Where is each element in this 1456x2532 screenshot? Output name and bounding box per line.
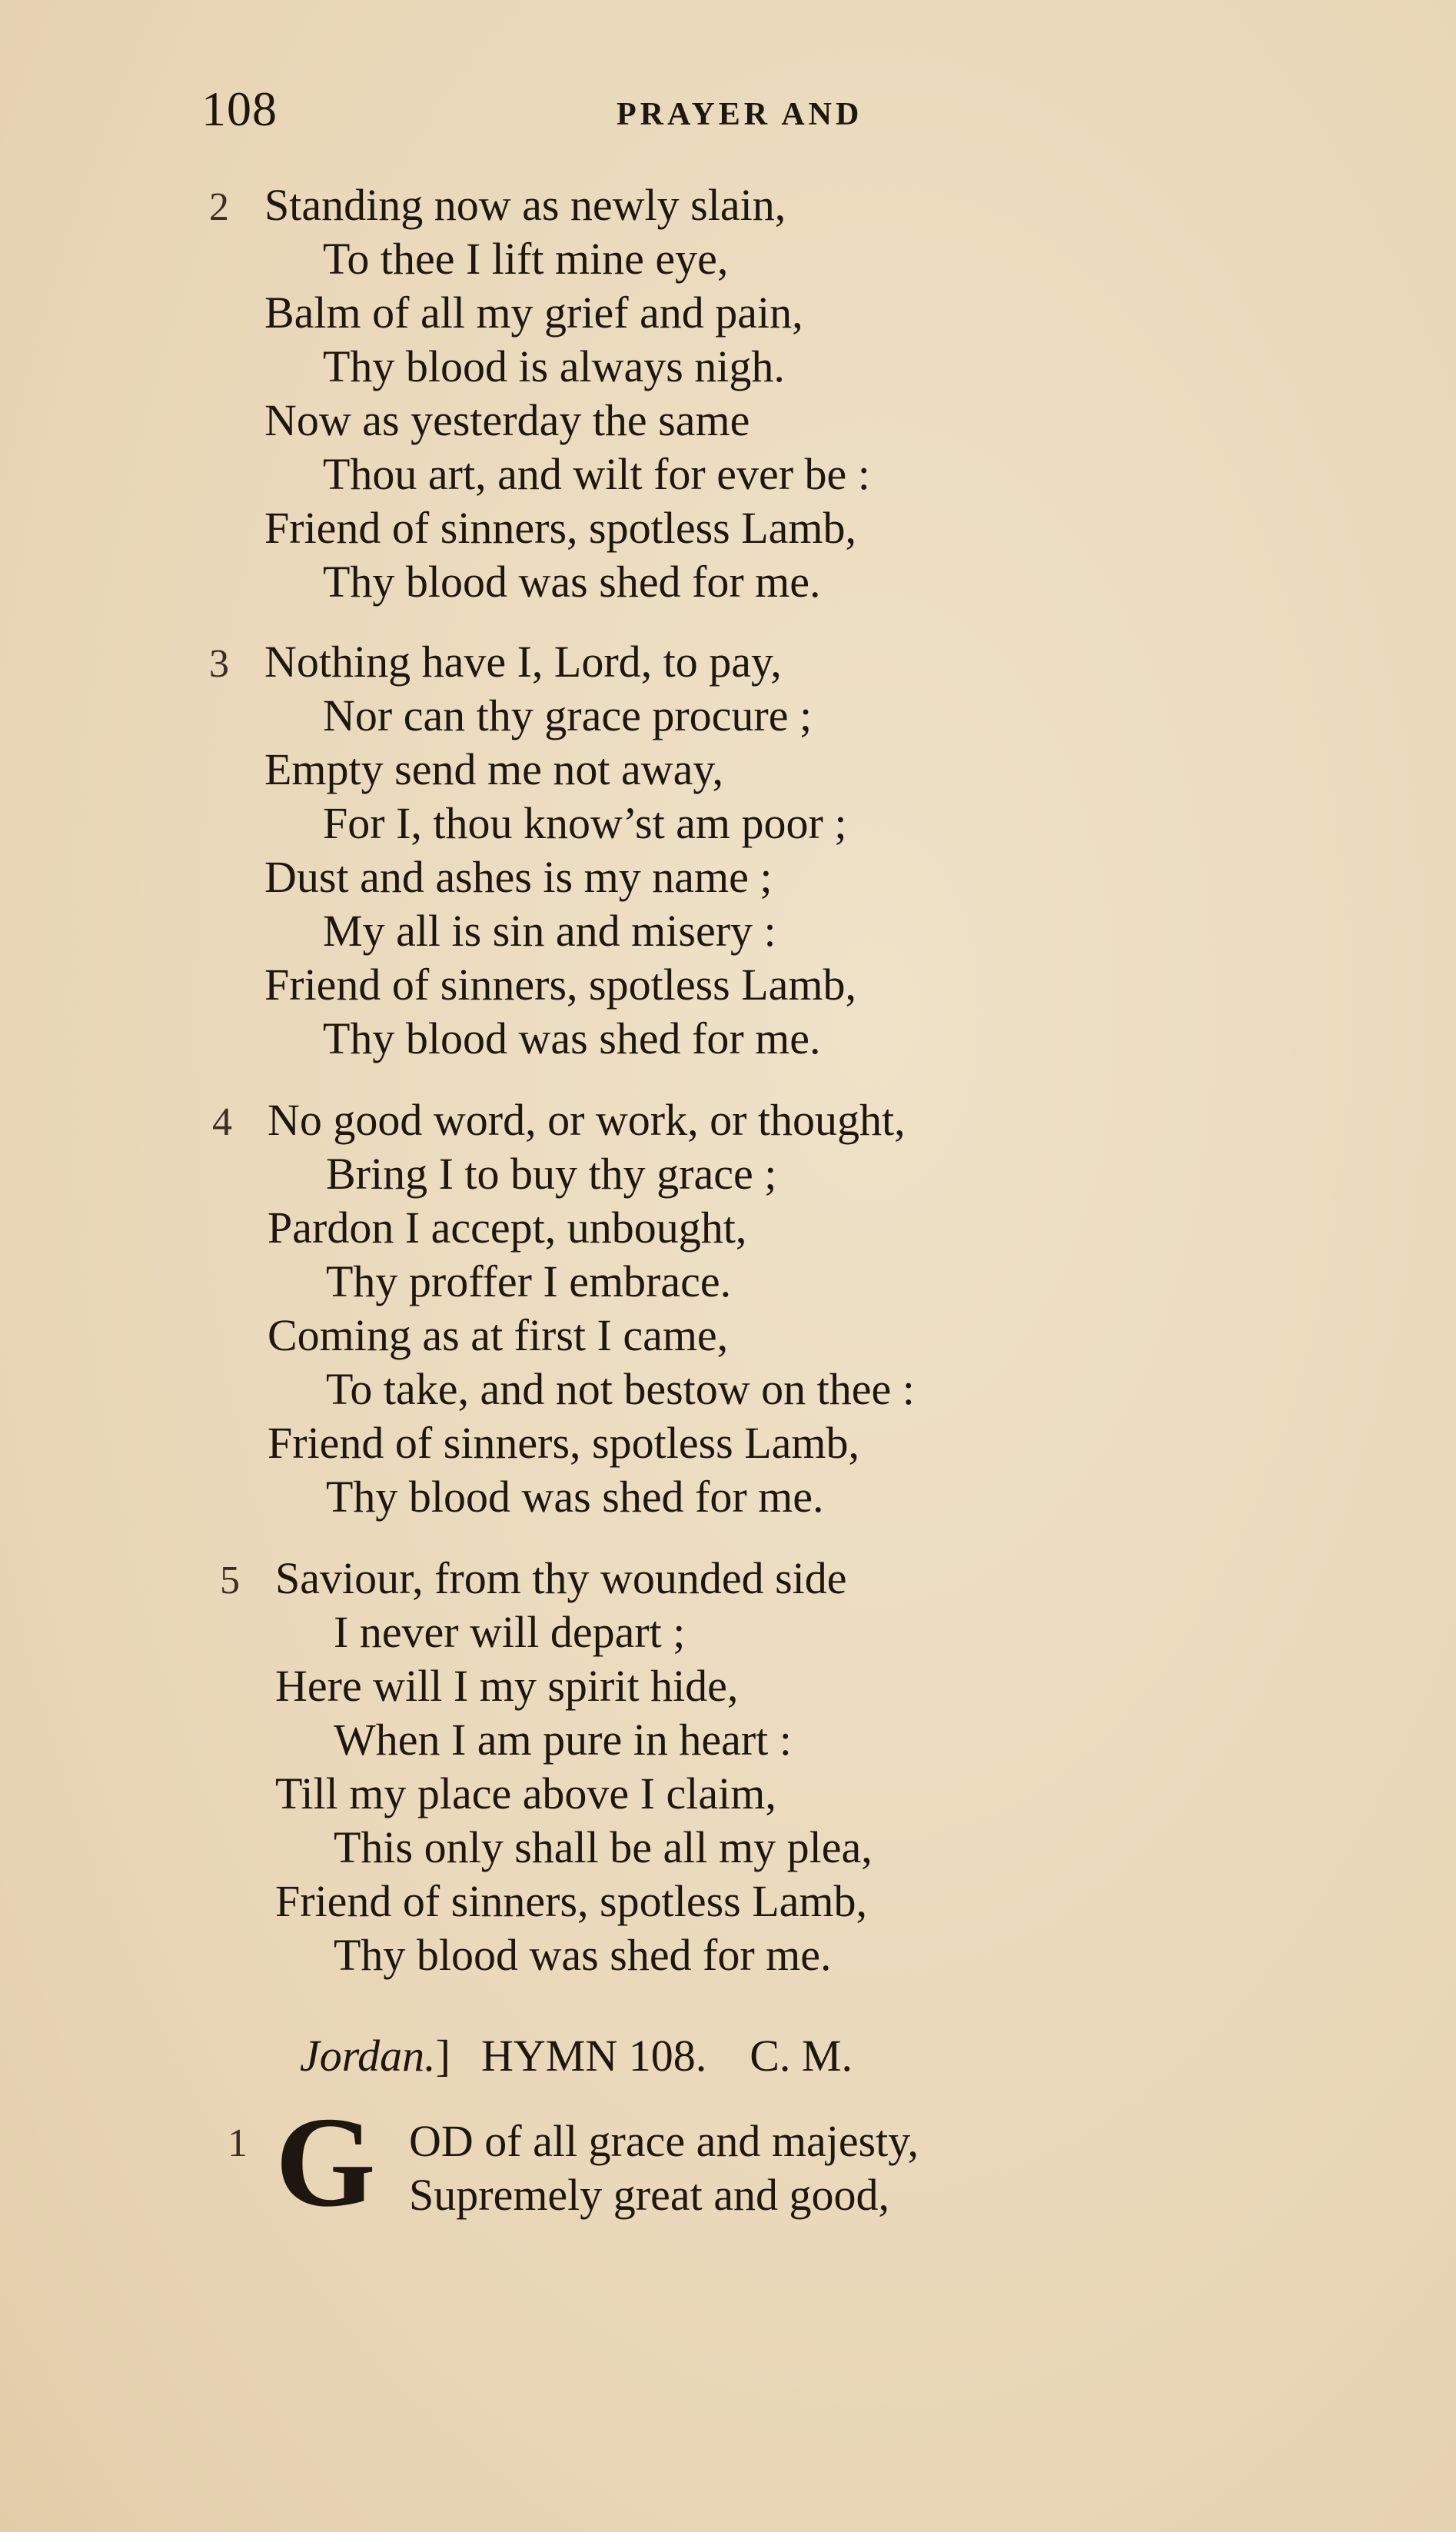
verse-line: Thy blood was shed for me. <box>323 557 821 607</box>
stanza-number: 1 <box>228 2121 248 2165</box>
verse-line: Dust and ashes is my name ; <box>264 852 773 902</box>
verse-line: Thy blood was shed for me. <box>334 1930 832 1980</box>
verse-line: Pardon I accept, unbought, <box>268 1203 747 1253</box>
stanza-number: 3 <box>209 642 229 686</box>
stanza-number: 5 <box>220 1559 240 1602</box>
verse-line: Bring I to buy thy grace ; <box>326 1149 777 1199</box>
verse-line: Nor can thy grace procure ; <box>323 690 813 740</box>
drop-cap: G <box>275 2091 376 2234</box>
stanza-number: 2 <box>209 185 229 229</box>
page-number: 108 <box>201 82 278 136</box>
verse-line: OD of all grace and majesty, <box>409 2116 919 2166</box>
verse-line: Standing now as newly slain, <box>264 180 786 230</box>
verse-line: Balm of all my grief and pain, <box>264 288 803 338</box>
verse-line: To take, and not bestow on thee : <box>326 1364 915 1414</box>
verse-line: Thy blood was shed for me. <box>326 1472 824 1522</box>
verse-line: Thy blood was shed for me. <box>323 1013 821 1063</box>
verse-line: Empty send me not away, <box>264 744 724 794</box>
verse-line: Supremely great and good, <box>409 2170 889 2220</box>
verse-line: Now as yesterday the same <box>264 395 750 445</box>
verse-line: Friend of sinners, spotless Lamb, <box>275 1876 868 1926</box>
hymn-meter: C. M. <box>750 2031 853 2081</box>
verse-line: I never will depart ; <box>334 1607 686 1657</box>
verse-line: Here will I my spirit hide, <box>275 1661 739 1711</box>
verse-line: Thy blood is always nigh. <box>323 341 785 391</box>
verse-line: Friend of sinners, spotless Lamb, <box>264 960 857 1010</box>
verse-line: No good word, or work, or thought, <box>268 1095 906 1145</box>
verse-line: To thee I lift mine eye, <box>323 234 729 284</box>
verse-line: Friend of sinners, spotless Lamb, <box>268 1418 860 1468</box>
running-header <box>201 81 970 142</box>
verse-line: Saviour, from thy wounded side <box>275 1553 847 1603</box>
verse-line: When I am pure in heart : <box>334 1715 792 1765</box>
tune-name: Jordan. <box>300 2031 436 2081</box>
hymn-heading <box>300 2030 853 2081</box>
stanza-number: 4 <box>212 1100 232 1144</box>
tune-bracket: ] <box>435 2031 450 2081</box>
running-title: PRAYER AND <box>617 97 863 132</box>
verse-line: Coming as at first I came, <box>268 1310 729 1360</box>
verse-line: This only shall be all my plea, <box>334 1822 873 1872</box>
verse-line: Till my place above I claim, <box>275 1768 776 1818</box>
verse-line: For I, thou know’st am poor ; <box>323 798 847 848</box>
hymn-number: HYMN 108. <box>481 2031 707 2081</box>
verse-line: My all is sin and misery : <box>323 906 776 956</box>
verse-line: Thou art, and wilt for ever be : <box>323 449 870 499</box>
verse-line: Thy proffer I embrace. <box>326 1256 732 1306</box>
verse-line: Friend of sinners, spotless Lamb, <box>264 503 857 553</box>
verse-line: Nothing have I, Lord, to pay, <box>264 637 782 687</box>
